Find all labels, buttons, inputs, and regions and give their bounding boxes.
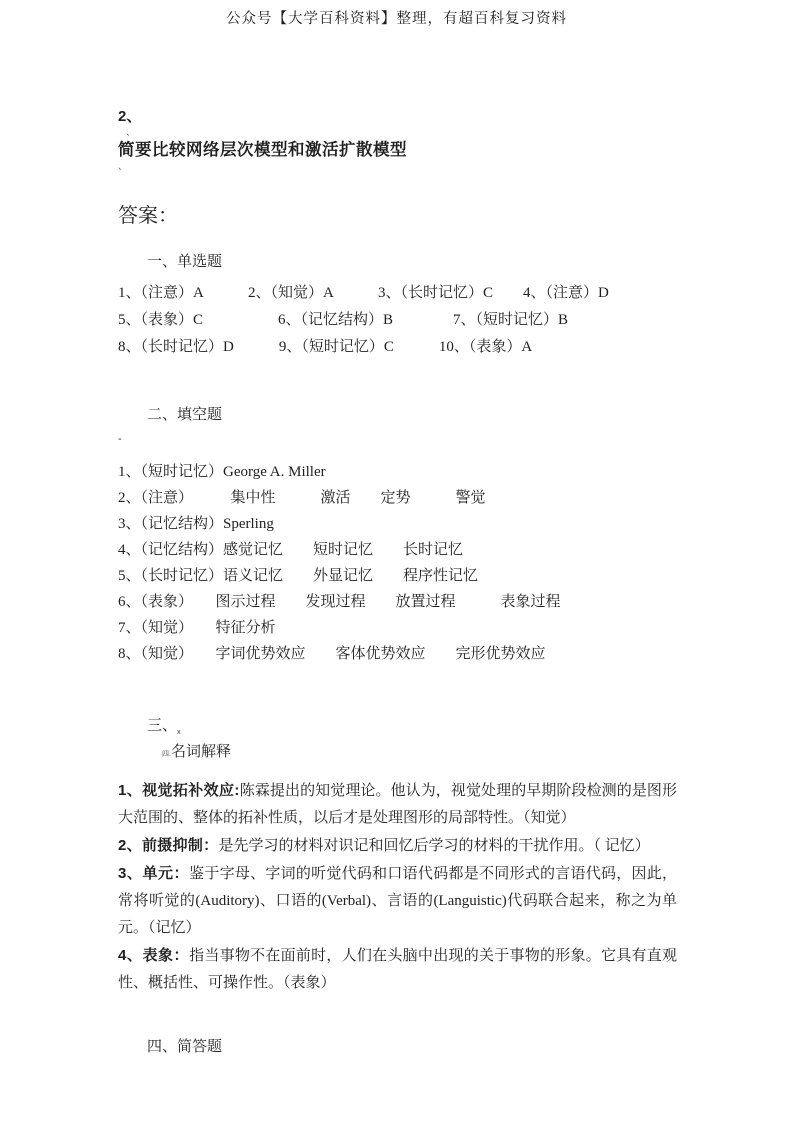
ocr-artifact-dash: -	[118, 433, 122, 445]
fill-answer-line: 4、（记忆结构）感觉记忆 短时记忆 长时记忆	[118, 542, 464, 558]
term-definition-item	[118, 832, 677, 860]
term-definition-text: 指当事物不在面前时，人们在头脑中出现的关于事物的形象。它具有直观性、概括性、可操作性。（表象）	[118, 948, 677, 991]
fill-answer-line: 5、（长时记忆）语义记忆 外显记忆 程序性记忆	[118, 568, 479, 584]
term-definition-text: 陈霖提出的知觉理论。他认为，视觉处理的早期阶段检测的是图形大范围的、整体的拓补性质，以后才是处理图形的局部特性。（知觉）	[118, 783, 677, 826]
term-definition-text: 是先学习的材料对识记和回忆后学习的材料的干扰作用。（ 记忆）	[218, 838, 650, 854]
mc-answer-line: 5、（表象）C 6、（记忆结构）B 7、（短时记忆）B	[118, 312, 569, 328]
fill-answer-line: 7、（知觉） 特征分析	[118, 620, 276, 636]
document-content	[0, 107, 793, 1057]
answers-label: 答案：	[118, 205, 178, 227]
fill-answer-line: 1、（短时记忆）George A. Miller	[118, 464, 326, 480]
mc-answer-line: 1、（注意）A 2、（知觉）A 3、（长时记忆）C 4、（注意）D	[118, 285, 609, 301]
section-heading-short-answer: 四、简答题	[147, 1039, 223, 1055]
term-name: 4、表象：	[118, 947, 190, 964]
term-definition-item	[118, 777, 677, 832]
section-heading-fill-in-blank: 二、填空题	[147, 407, 223, 423]
term-definitions	[118, 777, 677, 997]
mc-answer-line: 8、（长时记忆）D 9、（短时记忆）C 10、（表象）A	[118, 339, 533, 355]
question-title: 简要比较网络层次模型和激活扩散模型	[118, 141, 407, 159]
term-name: 3、单元：	[118, 865, 190, 882]
terms-label-text: 名词解释	[170, 744, 231, 760]
term-definition-item	[118, 860, 677, 942]
ocr-artifact-x: x	[177, 729, 181, 736]
fill-in-blank-answers	[118, 459, 677, 667]
term-name: 2、前摄抑制：	[118, 837, 219, 854]
question-number: 2、	[118, 108, 142, 125]
fill-answer-line: 3、（记忆结构）Sperling	[118, 516, 274, 532]
term-definition-item	[118, 942, 677, 997]
fill-answer-line: 6、（表象） 图示过程 发现过程 放置过程 表象过程	[118, 594, 561, 610]
section-heading-terms-number	[118, 717, 677, 742]
multiple-choice-answers	[118, 280, 677, 361]
fill-answer-line: 8、（知觉） 字词优势效应 客体优势效应 完形优势效应	[118, 646, 546, 662]
section-heading-multiple-choice: 一、单选题	[147, 254, 223, 270]
section-heading-terms-label	[118, 742, 677, 765]
ocr-artifact-comma: 、	[126, 127, 136, 137]
ocr-artifact-four: 四.	[162, 751, 171, 758]
term-name: 1、视觉拓补效应:	[118, 782, 240, 799]
fill-answer-line: 2、（注意） 集中性 激活 定势 警觉	[118, 490, 486, 506]
watermark-header: 公众号【大学百科资料】整理，有超百科复习资料	[226, 11, 567, 27]
ocr-artifact-mark: 、	[118, 161, 128, 171]
term-definition-text: 鉴于字母、字词的听觉代码和口语代码都是不同形式的言语代码，因此，常将听觉的(Auditory)、口语的(Verbal)、言语的(Languistic)代码联合起来，称之为单元。（记忆）	[118, 866, 677, 936]
terms-number-text: 三、	[147, 718, 178, 734]
